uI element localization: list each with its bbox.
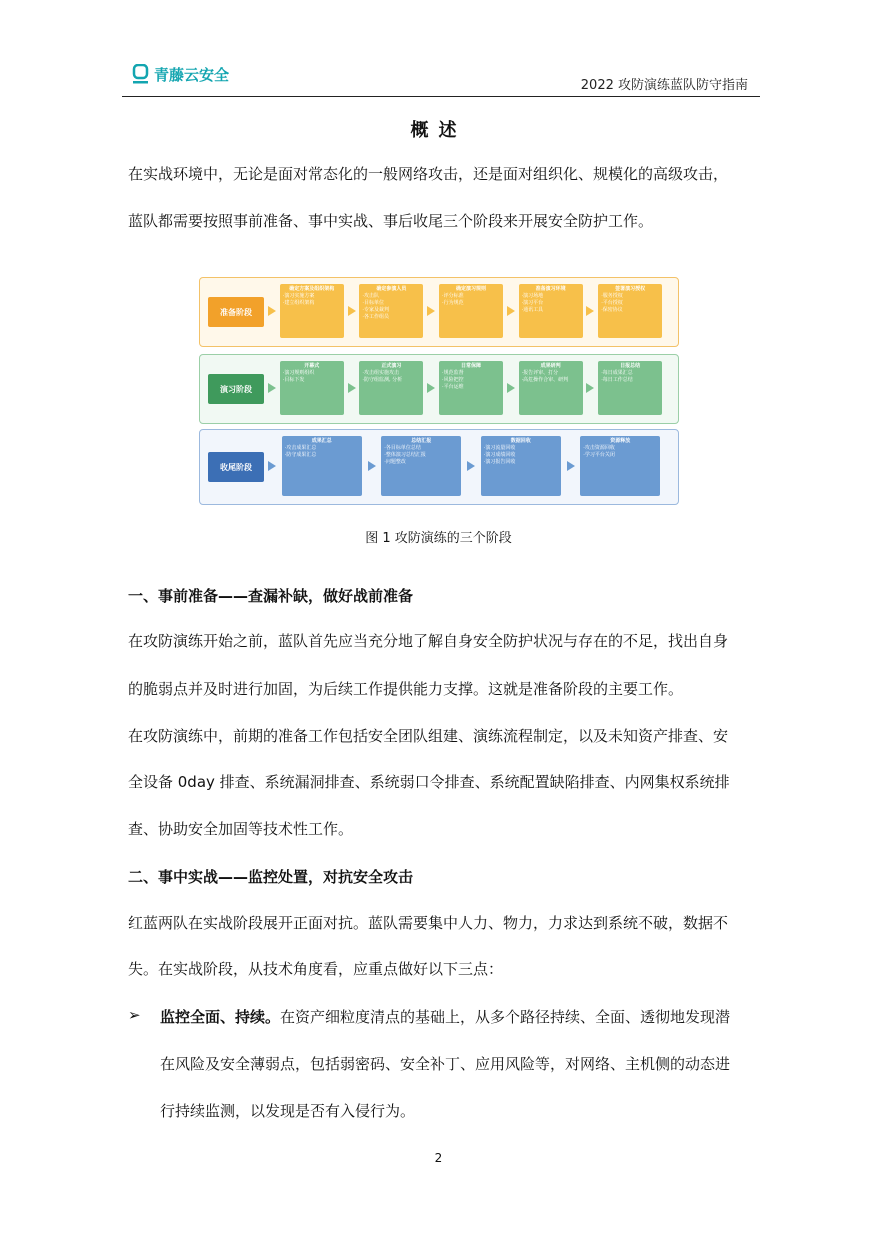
section-1-line-2: 的脆弱点并及时进行加固，为后续工作提供能力支撑。这就是准备阶段的主要工作。 — [128, 680, 684, 698]
flow-arrow-icon — [427, 383, 435, 393]
phase-step-item: ·评分标准 — [442, 293, 464, 299]
phase-step-item: ·行为规范 — [442, 300, 464, 306]
phase-step-box — [439, 361, 503, 415]
phase-label: 准备阶段 — [208, 297, 264, 327]
phase-step-box — [359, 284, 423, 338]
bullet-marker-icon: ➢ — [128, 1006, 141, 1024]
phase-step-item: ·攻击成果汇总 — [284, 445, 317, 451]
phase-step-title: 准备演习环境 — [535, 286, 566, 292]
page-header — [122, 62, 760, 97]
flow-arrow-icon — [348, 383, 356, 393]
phase-step-item: ·专家及裁判 — [362, 307, 389, 313]
phase-step-item: ·保密协议 — [601, 307, 623, 313]
phase-step-item: ·规范监督 — [442, 370, 464, 376]
phase-step-item: ·整体演习总结汇报 — [384, 452, 426, 458]
phase-lane-2 — [199, 354, 679, 424]
flow-arrow-icon — [268, 306, 276, 316]
phase-step-item: ·攻击资源回收 — [583, 445, 615, 451]
section-1-line-1: 在攻防演练开始之前，蓝队首先应当充分地了解自身安全防护状况与存在的不足，找出自身 — [128, 632, 729, 650]
section-1-line-5: 查、协助安全加固等技术性工作。 — [128, 820, 354, 838]
page-number: 2 — [434, 1151, 443, 1165]
phase-step-title: 确定方案及组织架构 — [289, 286, 335, 292]
phase-step-title: 成果研判 — [540, 363, 561, 369]
flow-arrow-icon — [567, 461, 575, 471]
phases-diagram — [199, 277, 679, 505]
flow-arrow-icon — [507, 383, 515, 393]
figure-caption: 图 1 攻防演练的三个阶段 — [365, 531, 512, 546]
phase-step-box — [439, 284, 503, 338]
phase-step-item: ·演习规则组织 — [282, 370, 315, 376]
phase-step-title: 正式演习 — [381, 363, 402, 369]
bullet-bold-lead: 监控全面、持续。 — [160, 1008, 281, 1026]
phase-step-item: ·各工作组员 — [362, 314, 389, 320]
phase-step-item: ·演习实施方案 — [282, 293, 315, 299]
flow-arrow-icon — [348, 306, 356, 316]
phase-step-box — [280, 361, 344, 415]
page-title: 概述 — [410, 120, 467, 141]
phase-step-item: ·每日工作总结 — [601, 377, 633, 383]
phase-step-box — [359, 361, 423, 415]
bullet-line-3: 行持续监测，以发现是否有入侵行为。 — [160, 1102, 416, 1120]
phase-step-item: ·演习场地 — [521, 293, 544, 299]
phase-step-box — [282, 436, 362, 496]
phase-step-title: 确定参演人员 — [376, 286, 407, 292]
phase-lane-1 — [199, 277, 679, 347]
phase-step-box — [381, 436, 461, 496]
bullet-line-1-text: 在资产细粒度清点的基础上，从多个路径持续、全面、透彻地发现潜 — [280, 1008, 731, 1026]
document-title: 2022 攻防演练蓝队防守指南 — [580, 78, 748, 93]
phase-step-item: ·通讯工具 — [521, 307, 544, 313]
phase-label: 演习阶段 — [208, 374, 264, 404]
section-2-line-2: 失。在实战阶段，从技术角度看，应重点做好以下三点： — [128, 960, 504, 978]
flow-arrow-icon — [268, 461, 276, 471]
flow-arrow-icon — [586, 306, 594, 316]
flow-arrow-icon — [268, 383, 276, 393]
phase-step-item: ·风险把控 — [442, 377, 464, 383]
phase-step-item: ·演习流量回收 — [483, 445, 516, 451]
phase-step-box — [519, 284, 583, 338]
phase-step-item: ·问题整改 — [384, 459, 406, 465]
phase-step-box — [280, 284, 344, 338]
phase-step-item: ·攻击组实施攻击 — [362, 370, 399, 376]
phase-step-item: ·每日成果汇总 — [601, 370, 633, 376]
phase-step-item: ·演习成绩回收 — [483, 452, 516, 458]
phase-label: 收尾阶段 — [208, 452, 264, 482]
section-1-line-3: 在攻防演练中，前期的准备工作包括安全团队组建、演练流程制定，以及未知资产排查、安 — [128, 727, 729, 745]
phase-step-item: ·建立组织架构 — [282, 300, 315, 306]
phase-step-title: 总结汇报 — [411, 438, 432, 444]
phase-step-item: ·攻击队 — [362, 293, 379, 299]
intro-line-2: 蓝队都需要按照事前准备、事中实战、事后收尾三个阶段来开展安全防护工作。 — [128, 212, 654, 230]
phase-step-item: ·学习平台关闭 — [583, 452, 615, 458]
section-1-line-4: 全设备 0day 排查、系统漏洞排查、系统弱口令排查、系统配置缺陷排查、内网集权系统排 — [128, 773, 730, 791]
phase-step-box — [519, 361, 583, 415]
phase-step-title: 日报总结 — [620, 363, 641, 369]
qingteng-logo-icon — [132, 64, 149, 85]
phase-lane-3 — [199, 429, 679, 505]
flow-arrow-icon — [507, 306, 515, 316]
bullet-line-2: 在风险及安全薄弱点，包括弱密码、安全补丁、应用风险等，对网络、主机侧的动态进 — [160, 1055, 731, 1073]
bullet-line-1 — [160, 1006, 760, 1027]
flow-arrow-icon — [467, 461, 475, 471]
phase-step-item: ·防守成果汇总 — [284, 452, 317, 458]
phase-step-item: ·平台运维 — [442, 384, 464, 390]
phase-step-title: 日常保障 — [460, 363, 481, 369]
phase-step-item: ·演习报告回收 — [483, 459, 516, 465]
section-2-heading: 二、事中实战——监控处置，对抗安全攻击 — [128, 868, 414, 886]
section-2-line-1: 红蓝两队在实战阶段展开正面对抗。蓝队需要集中人力、物力，力求达到系统不破，数据不 — [128, 914, 729, 932]
phase-step-item: ·演习平台 — [521, 300, 544, 306]
phase-step-title: 资源释放 — [610, 438, 631, 444]
logo — [132, 64, 229, 85]
phase-step-item: ·高危操作合审、研判 — [521, 377, 569, 383]
phase-step-item: ·防守组监测, 分析 — [362, 377, 403, 383]
phase-step-box — [598, 361, 662, 415]
intro-line-1: 在实战环境中，无论是面对常态化的一般网络攻击，还是面对组织化、规模化的高级攻击， — [128, 165, 729, 183]
phase-step-item: ·平台授权 — [601, 300, 623, 306]
phase-step-item: ·报告评审、打分 — [521, 370, 559, 376]
phase-step-item: ·目标下发 — [282, 377, 305, 383]
phase-step-title: 成果汇总 — [311, 438, 332, 444]
phase-step-item: ·服务授权 — [601, 293, 623, 299]
phase-step-title: 开幕式 — [304, 363, 320, 369]
phase-step-box — [598, 284, 662, 338]
phase-step-item: ·目标单位 — [362, 300, 384, 306]
phase-step-box — [580, 436, 660, 496]
phase-step-title: 确定演习规则 — [455, 286, 486, 292]
phase-step-box — [481, 436, 561, 496]
logo-text: 青藤云安全 — [154, 66, 230, 84]
phase-step-item: ·各目标单位总结 — [384, 445, 421, 451]
flow-arrow-icon — [586, 383, 594, 393]
flow-arrow-icon — [427, 306, 435, 316]
section-1-heading: 一、事前准备——查漏补缺，做好战前准备 — [128, 587, 414, 605]
phase-step-title: 签署演习授权 — [615, 286, 646, 292]
phase-step-title: 数据回收 — [510, 438, 531, 444]
flow-arrow-icon — [368, 461, 376, 471]
